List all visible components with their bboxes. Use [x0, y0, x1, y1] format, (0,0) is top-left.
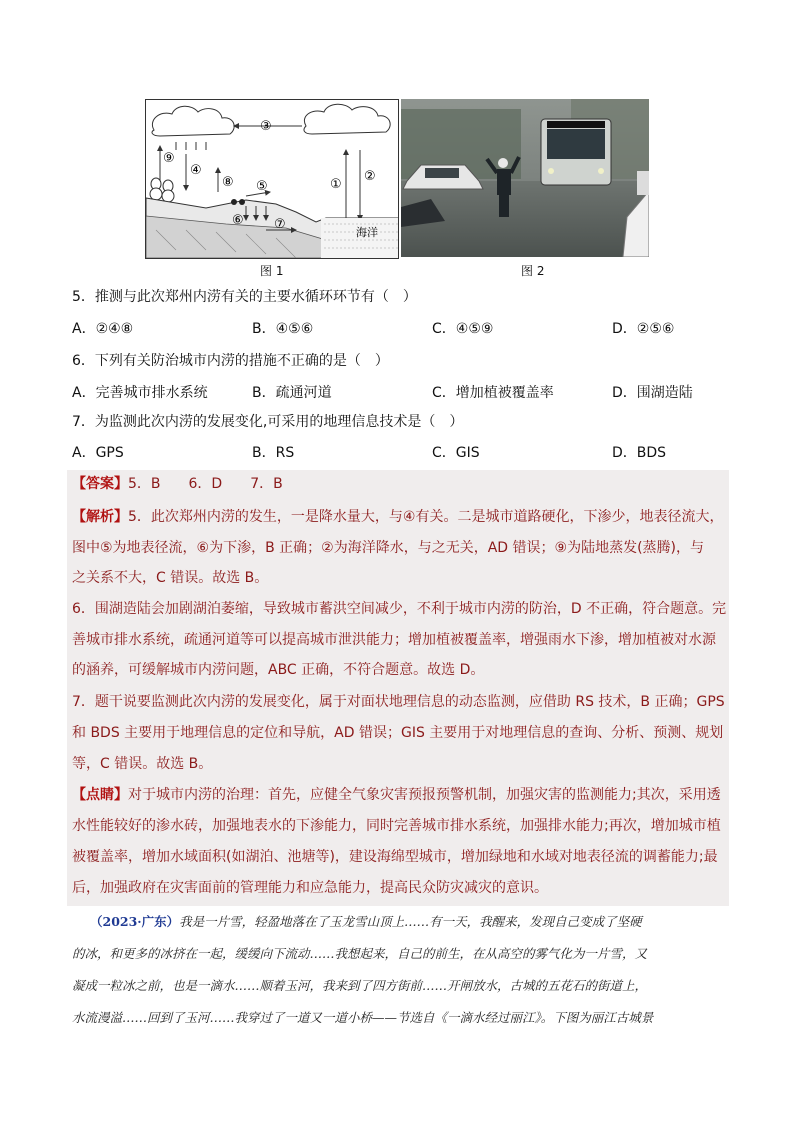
- q5-option-c: C．④⑤⑨: [432, 321, 494, 337]
- passage-line-4: 水流漫溢……回到了玉河……我穿过了一道又一道小桥——节选自《一滴水经过丽江》。下图为丽江古城景: [72, 1010, 654, 1025]
- comment-line-4: 后，加强政府在灾害面前的管理能力和应急能力，提高民众防灾减灾的意识。: [72, 880, 548, 896]
- label-5: ⑤: [256, 179, 268, 194]
- ocean-label: 海洋: [356, 226, 378, 239]
- analysis-tag: 【解析】: [72, 509, 128, 525]
- q7-option-d: D．BDS: [612, 445, 667, 461]
- analysis-line-2: 图中⑤为地表径流，⑥为下渗，B 正确；②为海洋降水，与之无关，AD 错误；⑨为陆地蒸发(蒸腾)，与: [72, 540, 704, 556]
- q7-option-b: B．RS: [252, 445, 295, 461]
- water-cycle-svg: [146, 100, 398, 258]
- analysis-line: [72, 507, 723, 527]
- q6-option-c: C．增加植被覆盖率: [432, 385, 554, 401]
- answer-panel: [67, 470, 729, 906]
- q6-option-d: D．围湖造陆: [612, 385, 693, 401]
- analysis-line-9: 等，C 错误。故选 B。: [72, 756, 213, 772]
- comment-line-1: 对于城市内涝的治理：首先，应健全气象灾害预报预警机制，加强灾害的监测能力;其次，采用透: [128, 787, 721, 803]
- answer-text: 5．B 6．D 7．B: [128, 476, 283, 492]
- label-1: ①: [330, 177, 342, 192]
- passage-source: （2023·广东）: [90, 914, 180, 929]
- analysis-line-7: 7．题干说要监测此次内涝的发展变化，属于对面状地理信息的动态监测，应借助 RS 技术，B 正确；GPS: [72, 694, 725, 710]
- question-5-stem: 5．推测与此次郑州内涝有关的主要水循环环节有（ ）: [72, 289, 417, 305]
- cloud-left: [152, 106, 234, 136]
- q6-option-b: B．疏通河道: [252, 385, 332, 401]
- answer-tag: 【答案】: [72, 476, 128, 492]
- passage-line-3: 凝成一粒冰之前，也是一滴水……顺着玉河，我来到了四方街前……开闸放水，古城的五花石的街道上，: [72, 978, 648, 993]
- q5-option-b: B．④⑤⑥: [252, 321, 314, 337]
- q7-option-a: A．GPS: [72, 445, 124, 461]
- label-6: ⑥: [232, 213, 244, 228]
- analysis-line-5: 善城市排水系统，疏通河道等可以提高城市泄洪能力；增加植被覆盖率，增强雨水下渗，增加植被对水源: [72, 632, 716, 648]
- q6-option-a: A．完善城市排水系统: [72, 385, 208, 401]
- figure2-caption: 图 2: [521, 264, 545, 278]
- label-9: ⑨: [163, 151, 175, 166]
- label-7: ⑦: [274, 217, 286, 232]
- answer-line: [72, 474, 283, 494]
- flood-photo-svg: [401, 99, 649, 257]
- analysis-line-8: 和 BDS 主要用于地理信息的定位和导航，AD 错误；GIS 主要用于对地理信息的查询、分析、预测、规划: [72, 725, 724, 741]
- label-4: ④: [190, 163, 202, 178]
- figure-row: [145, 99, 649, 259]
- q7-option-c: C．GIS: [432, 445, 480, 461]
- analysis-line-6: 的涵养，可缓解城市内涝问题，ABC 正确，不符合题意。故选 D。: [72, 662, 485, 678]
- question-7-stem: 7．为监测此次内涝的发展变化,可采用的地理信息技术是（ ）: [72, 414, 464, 430]
- label-2: ②: [364, 169, 376, 184]
- label-3: ③: [260, 119, 272, 134]
- comment-tag: 【点睛】: [72, 787, 128, 803]
- comment-line: [72, 785, 721, 805]
- comment-line-3: 被覆盖率，增加水域面积(如湖泊、池塘等)，建设海绵型城市，增加绿地和水域对地表径流的调蓄能力;最: [72, 849, 718, 865]
- passage-line-2: 的冰，和更多的冰挤在一起，缓缓向下流动……我想起来，自己的前生，在从高空的雾气化为一片雪，又: [72, 946, 648, 961]
- question-6-stem: 6．下列有关防治城市内涝的措施不正确的是（ ）: [72, 353, 389, 369]
- q5-option-d: D．②⑤⑥: [612, 321, 675, 337]
- passage-line-1: [90, 912, 642, 932]
- analysis-line-3: 之关系不大，C 错误。故选 B。: [72, 570, 269, 586]
- passage-line-1-text: 我是一片雪，轻盈地落在了玉龙雪山顶上……有一天，我醒来，发现自己变成了坚硬: [179, 914, 642, 929]
- analysis-line-4: 6．围湖造陆会加剧湖泊萎缩，导致城市蓄洪空间减少，不利于城市内涝的防治，D 不正确，符合题意。完: [72, 601, 727, 617]
- q5-option-a: A．②④⑧: [72, 321, 134, 337]
- comment-line-2: 水性能较好的渗水砖，加强地表水的下渗能力，同时完善城市排水系统，加强排水能力;再次，增加城市植: [72, 818, 721, 834]
- water-cycle-diagram: [145, 99, 399, 259]
- cloud-right: [304, 104, 390, 134]
- flood-photo: [401, 99, 649, 257]
- analysis-line-1: 5．此次郑州内涝的发生，一是降水量大，与④有关。二是城市道路硬化，下渗少，地表径流大，: [128, 509, 724, 525]
- label-8: ⑧: [222, 175, 234, 190]
- figure1-caption: 图 1: [260, 264, 284, 278]
